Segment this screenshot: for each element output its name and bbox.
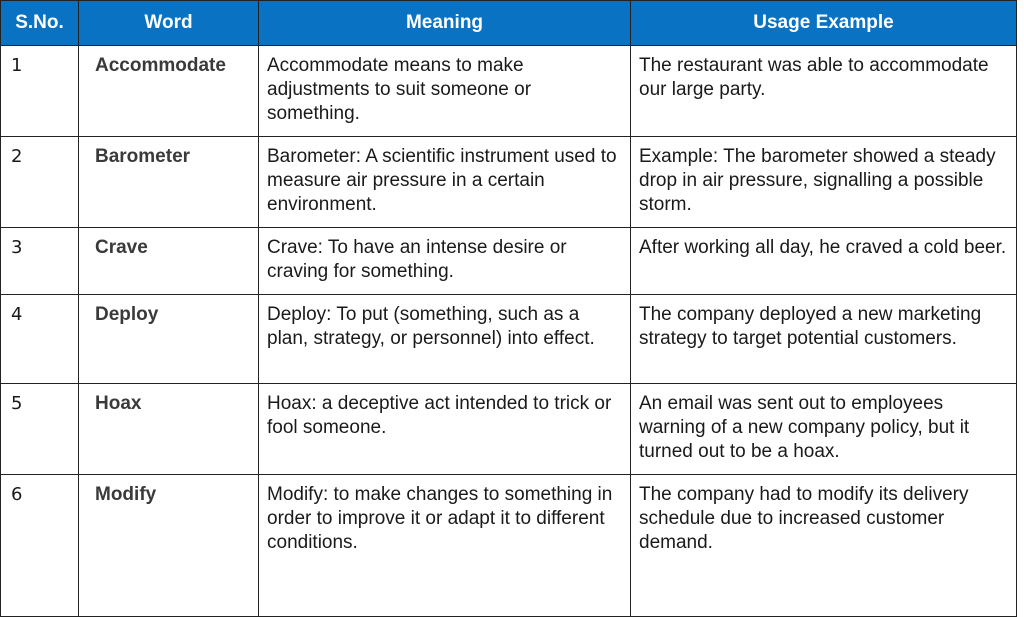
cell-usage: The company deployed a new marketing strategy to target potential customers.: [631, 295, 1017, 384]
cell-sno: 6: [1, 475, 79, 617]
cell-usage: An email was sent out to employees warning of a new company policy, but it turned out to be a hoax.: [631, 384, 1017, 475]
cell-sno: 5: [1, 384, 79, 475]
header-row: [1, 1, 1017, 46]
cell-sno: 1: [1, 46, 79, 137]
table-body: [1, 46, 1017, 617]
table-row: [1, 228, 1017, 295]
cell-word: Deploy: [79, 295, 259, 384]
table-header: [1, 1, 1017, 46]
cell-meaning: Barometer: A scientific instrument used to measure air pressure in a certain environment.: [259, 137, 631, 228]
table-row: [1, 137, 1017, 228]
cell-usage: After working all day, he craved a cold beer.: [631, 228, 1017, 295]
cell-sno: 3: [1, 228, 79, 295]
table-row: [1, 384, 1017, 475]
cell-sno: 2: [1, 137, 79, 228]
cell-meaning: Modify: to make changes to something in order to improve it or adapt it to different conditions.: [259, 475, 631, 617]
cell-word: Barometer: [79, 137, 259, 228]
cell-usage: Example: The barometer showed a steady drop in air pressure, signalling a possible storm.: [631, 137, 1017, 228]
column-header-usage: Usage Example: [631, 1, 1017, 46]
cell-meaning: Accommodate means to make adjustments to suit someone or something.: [259, 46, 631, 137]
cell-meaning: Hoax: a deceptive act intended to trick or fool someone.: [259, 384, 631, 475]
cell-meaning: Crave: To have an intense desire or craving for something.: [259, 228, 631, 295]
column-header-word: Word: [79, 1, 259, 46]
cell-usage: The restaurant was able to accommodate our large party.: [631, 46, 1017, 137]
column-header-sno: S.No.: [1, 1, 79, 46]
cell-meaning: Deploy: To put (something, such as a plan, strategy, or personnel) into effect.: [259, 295, 631, 384]
cell-word: Hoax: [79, 384, 259, 475]
table-row: [1, 46, 1017, 137]
table-row: [1, 475, 1017, 617]
cell-word: Accommodate: [79, 46, 259, 137]
cell-sno: 4: [1, 295, 79, 384]
column-header-meaning: Meaning: [259, 1, 631, 46]
cell-word: Crave: [79, 228, 259, 295]
cell-usage: The company had to modify its delivery schedule due to increased customer demand.: [631, 475, 1017, 617]
cell-word: Modify: [79, 475, 259, 617]
table-row: [1, 295, 1017, 384]
